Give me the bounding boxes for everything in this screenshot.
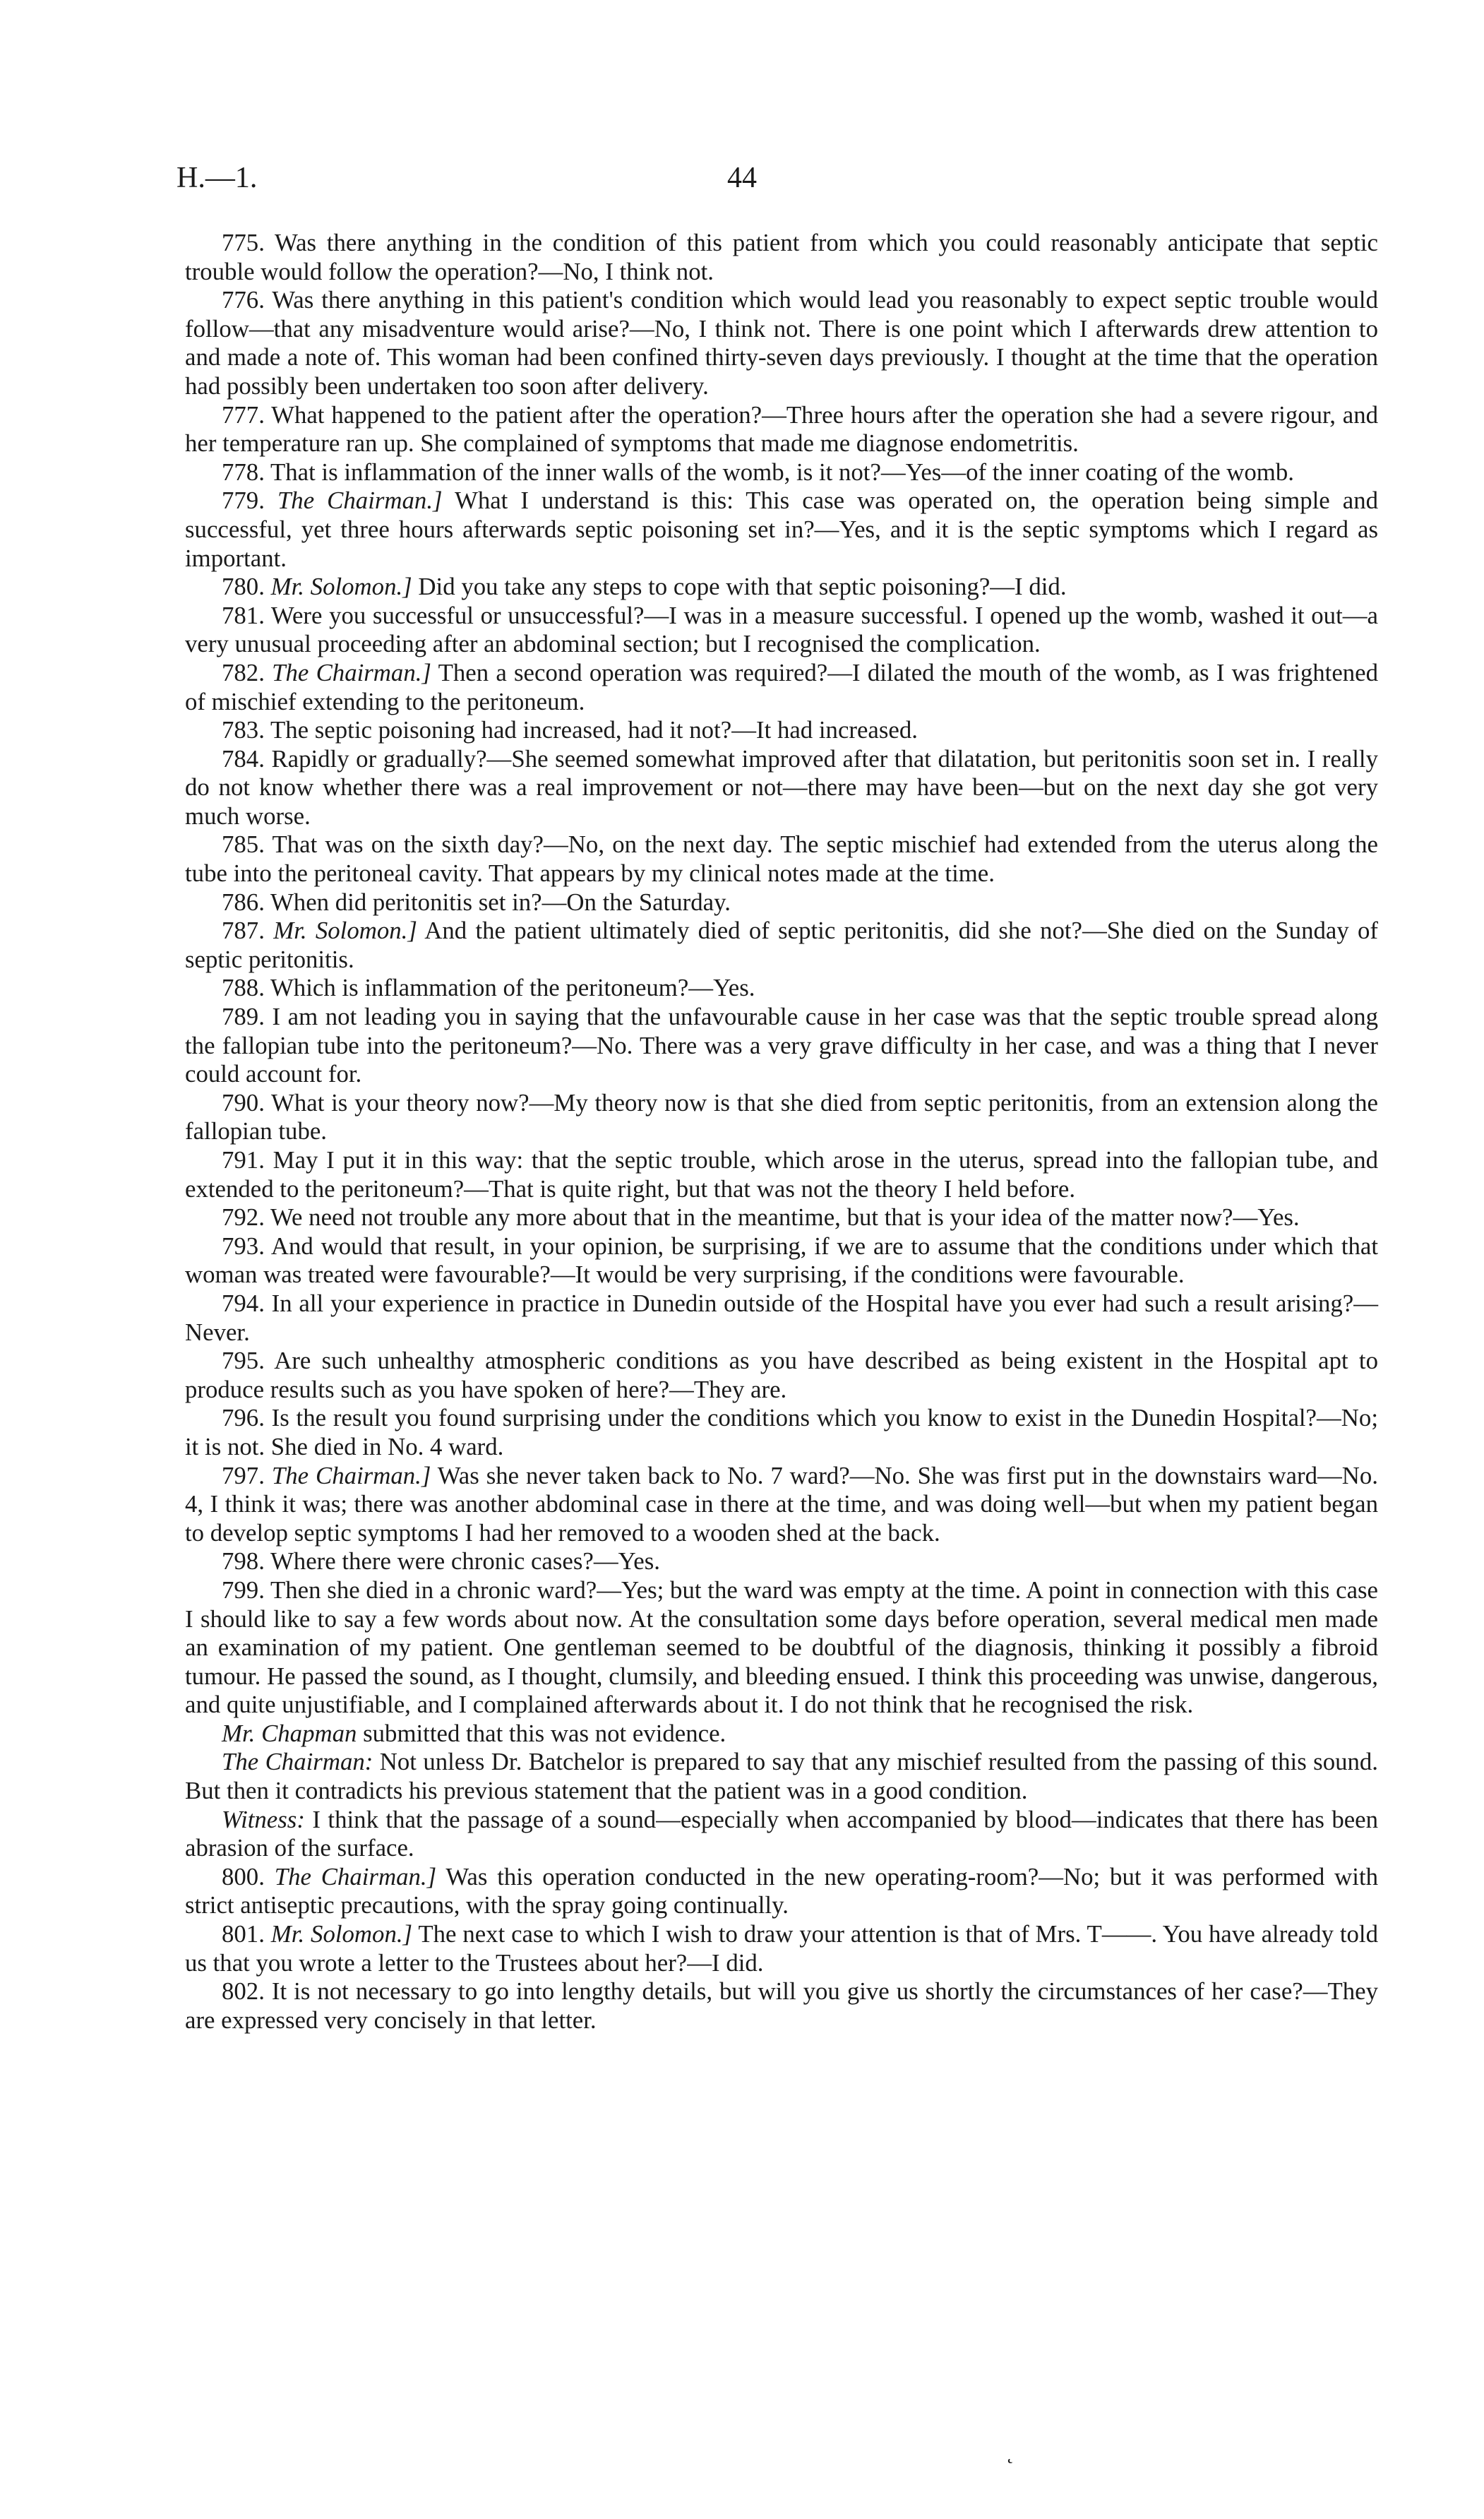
testimony-paragraph	[185, 1290, 1378, 1347]
speaker-name: The Chairman.]	[274, 1862, 437, 1890]
testimony-paragraph	[185, 974, 1378, 1003]
paragraph-text: 783. The septic poisoning had increased, had it not?—It had increased.	[222, 716, 918, 744]
paragraph-text: 789. I am not leading you in saying that the unfavourable cause in her case was that the septic trouble spread along the fallopian tube into the peritoneum?—No. There was a very grave difficulty in her case, and was a thing that I never could account for.	[185, 1003, 1378, 1088]
paragraph-text: Was this operation conducted in the new operating-room?—No; but it was performed with strict antiseptic precautions, with the spray going continually.	[185, 1862, 1379, 1919]
testimony-paragraph	[185, 401, 1378, 458]
paragraph-text: 785. That was on the sixth day?—No, on the next day. The septic mischief had extended from the uterus along the tube into the peritoneal cavity. That appears by my clinical notes made at the time.	[185, 830, 1378, 888]
paragraph-text: And the patient ultimately died of septic peritonitis, did she not?—She died on the Sunday of septic peritonitis.	[185, 917, 1378, 973]
testimony-paragraph	[185, 1003, 1378, 1089]
testimony-paragraph	[185, 602, 1378, 659]
testimony-paragraph	[185, 229, 1378, 286]
paragraph-text: 795. Are such unhealthy atmospheric conditions as you have described as being existent in the Hospital apt to produce results such as you have spoken of here?—They are.	[185, 1347, 1378, 1403]
testimony-paragraph	[185, 1576, 1378, 1720]
speaker-name: The Chairman.]	[272, 658, 431, 686]
testimony-paragraph	[185, 573, 1378, 602]
question-number: 801.	[222, 1920, 265, 1948]
testimony-paragraph	[185, 1748, 1378, 1805]
paragraph-text: Did you take any steps to cope with that septic poisoning?—I did.	[418, 573, 1067, 601]
testimony-body	[185, 229, 1378, 2035]
testimony-paragraph	[185, 716, 1378, 745]
paragraph-text: 776. Was there anything in this patient's condition which would lead you reasonably to expect septic trouble would follow—that any misadventure would arise?—No, I think not. There is one point which I afterwards drew attention to and made a note of. This woman had been confined thirty-seven days previously. I thought at the time that the operation had possibly been undertaken too soon after delivery.	[185, 286, 1378, 400]
question-number: 797.	[222, 1461, 265, 1489]
testimony-paragraph	[185, 1347, 1378, 1404]
question-number: 780.	[222, 573, 265, 601]
stray-mark: ˛	[1007, 2441, 1014, 2464]
question-number: 779.	[222, 487, 265, 515]
question-number: 800.	[222, 1862, 265, 1890]
paragraph-text: 784. Rapidly or gradually?—She seemed somewhat improved after that dilatation, but peritonitis soon set in. I really do not know whether there was a real improvement or not—there may have been—but on the next day she got very much worse.	[185, 744, 1378, 830]
paragraph-text: 798. Where there were chronic cases?—Yes.	[222, 1547, 660, 1576]
paragraph-text: 790. What is your theory now?—My theory now is that she died from septic peritonitis, from an extension along the fallopian tube.	[185, 1088, 1378, 1145]
testimony-paragraph	[185, 830, 1378, 888]
paragraph-text: 786. When did peritonitis set in?—On the Saturday.	[222, 888, 731, 916]
paragraph-text: 777. What happened to the patient after the operation?—Three hours after the operation she had a severe rigour, and her temperature ran up. She complained of symptoms that made me diagnose endometritis.	[185, 400, 1378, 458]
testimony-paragraph	[185, 458, 1378, 487]
testimony-paragraph	[185, 1404, 1378, 1461]
speaker-name: Mr. Solomon.]	[273, 917, 417, 945]
testimony-paragraph	[185, 286, 1378, 400]
paragraph-text: The next case to which I wish to draw your attention is that of Mrs. T——. You have already told us that you wrote a letter to the Trustees about her?—I did.	[185, 1920, 1378, 1977]
speaker-name: Witness:	[222, 1805, 305, 1833]
question-number: 782.	[222, 658, 265, 686]
paragraph-text: Not unless Dr. Batchelor is prepared to say that any mischief resulted from the passing of this sound. But then it contradicts his previous statement that the patient was in a good condition.	[185, 1748, 1379, 1805]
paragraph-text: 788. Which is inflammation of the peritoneum?—Yes.	[222, 974, 755, 1002]
question-number: 787.	[222, 917, 265, 945]
testimony-paragraph	[185, 1089, 1378, 1146]
paragraph-text: submitted that this was not evidence.	[363, 1719, 726, 1747]
paragraph-text: 799. Then she died in a chronic ward?—Yes; but the ward was empty at the time. A point in connection with this case I should like to say a few words about now. At the consultation some days before operation, several medical men made an examination of my patient. One gentleman seemed to be doubtful of the diagnosis, thinking it possibly a fibroid tumour. He passed the sound, as I thought, clumsily, and bleeding ensued. I think this proceeding was unwise, dangerous, and quite unjustifiable, and I complained afterwards about it. I do not think that he recognised the risk.	[185, 1576, 1378, 1719]
testimony-paragraph	[185, 1806, 1378, 1863]
paragraph-text: 778. That is inflammation of the inner walls of the womb, is it not?—Yes—of the inner coating of the womb.	[222, 458, 1294, 486]
paragraph-text: I think that the passage of a sound—especially when accompanied by blood—indicates that there has been abrasion of the surface.	[185, 1805, 1379, 1862]
testimony-paragraph	[185, 1720, 1378, 1749]
speaker-name: Mr. Solomon.]	[270, 573, 412, 601]
testimony-paragraph	[185, 1462, 1378, 1548]
speaker-name: The Chairman.]	[271, 1461, 431, 1489]
testimony-paragraph	[185, 1547, 1378, 1576]
paragraph-text: Was she never taken back to No. 7 ward?—No. She was first put in the downstairs ward—No. 4, I think it was; there was another abdominal case in there at the time, and was doing well—but when my patient began to develop septic symptoms I had her removed to a wooden shed at the back.	[185, 1461, 1379, 1547]
paragraph-text: 791. May I put it in this way: that the septic trouble, which arose in the uterus, spread into the fallopian tube, and extended to the peritoneum?—That is quite right, but that was not the theory I held before.	[185, 1146, 1378, 1203]
page-header	[176, 161, 1308, 203]
testimony-paragraph	[185, 745, 1378, 831]
testimony-paragraph	[185, 487, 1378, 573]
speaker-name: The Chairman.]	[277, 487, 443, 515]
speaker-name: The Chairman:	[222, 1748, 373, 1776]
document-reference: H.—1.	[176, 162, 258, 194]
page-number: 44	[727, 162, 757, 194]
paragraph-text: 796. Is the result you found surprising under the conditions which you know to exist in the Dunedin Hospital?—No; it is not. She died in No. 4 ward.	[185, 1404, 1378, 1460]
testimony-paragraph	[185, 1863, 1378, 1920]
testimony-paragraph	[185, 1203, 1378, 1232]
testimony-paragraph	[185, 659, 1378, 716]
paragraph-text: 802. It is not necessary to go into lengthy details, but will you give us shortly the circumstances of her case?—They are expressed very concisely in that letter.	[185, 1977, 1378, 2034]
paragraph-text: 792. We need not trouble any more about that in the meantime, but that is your idea of the matter now?—Yes.	[222, 1203, 1300, 1232]
testimony-paragraph	[185, 888, 1378, 917]
paragraph-text: 781. Were you successful or unsuccessful?—I was in a measure successful. I opened up the womb, washed it out—a very unusual proceeding after an abdominal section; but I recognised the complication.	[185, 601, 1378, 658]
paragraph-text: 793. And would that result, in your opinion, be surprising, if we are to assume that the conditions under which that woman was treated were favourable?—It would be very surprising, if the conditions were favourable.	[185, 1232, 1378, 1289]
testimony-paragraph	[185, 1146, 1378, 1203]
paragraph-text: 794. In all your experience in practice in Dunedin outside of the Hospital have you ever had such a result arising?—Never.	[185, 1289, 1378, 1346]
paragraph-text: Then a second operation was required?—I dilated the mouth of the womb, as I was frightened of mischief extending to the peritoneum.	[185, 658, 1378, 715]
testimony-paragraph	[185, 1977, 1378, 2035]
testimony-paragraph	[185, 917, 1378, 974]
speaker-name: Mr. Chapman	[222, 1719, 357, 1747]
paragraph-text: What I understand is this: This case was operated on, the operation being simple and successful, yet three hours afterwards septic poisoning set in?—Yes, and it is the septic symptoms which I regard as important.	[185, 487, 1378, 572]
testimony-paragraph	[185, 1920, 1378, 1977]
paragraph-text: 775. Was there anything in the condition of this patient from which you could reasonably anticipate that septic trouble would follow the operation?—No, I think not.	[185, 229, 1378, 285]
testimony-paragraph	[185, 1232, 1378, 1290]
speaker-name: Mr. Solomon.]	[270, 1920, 413, 1948]
